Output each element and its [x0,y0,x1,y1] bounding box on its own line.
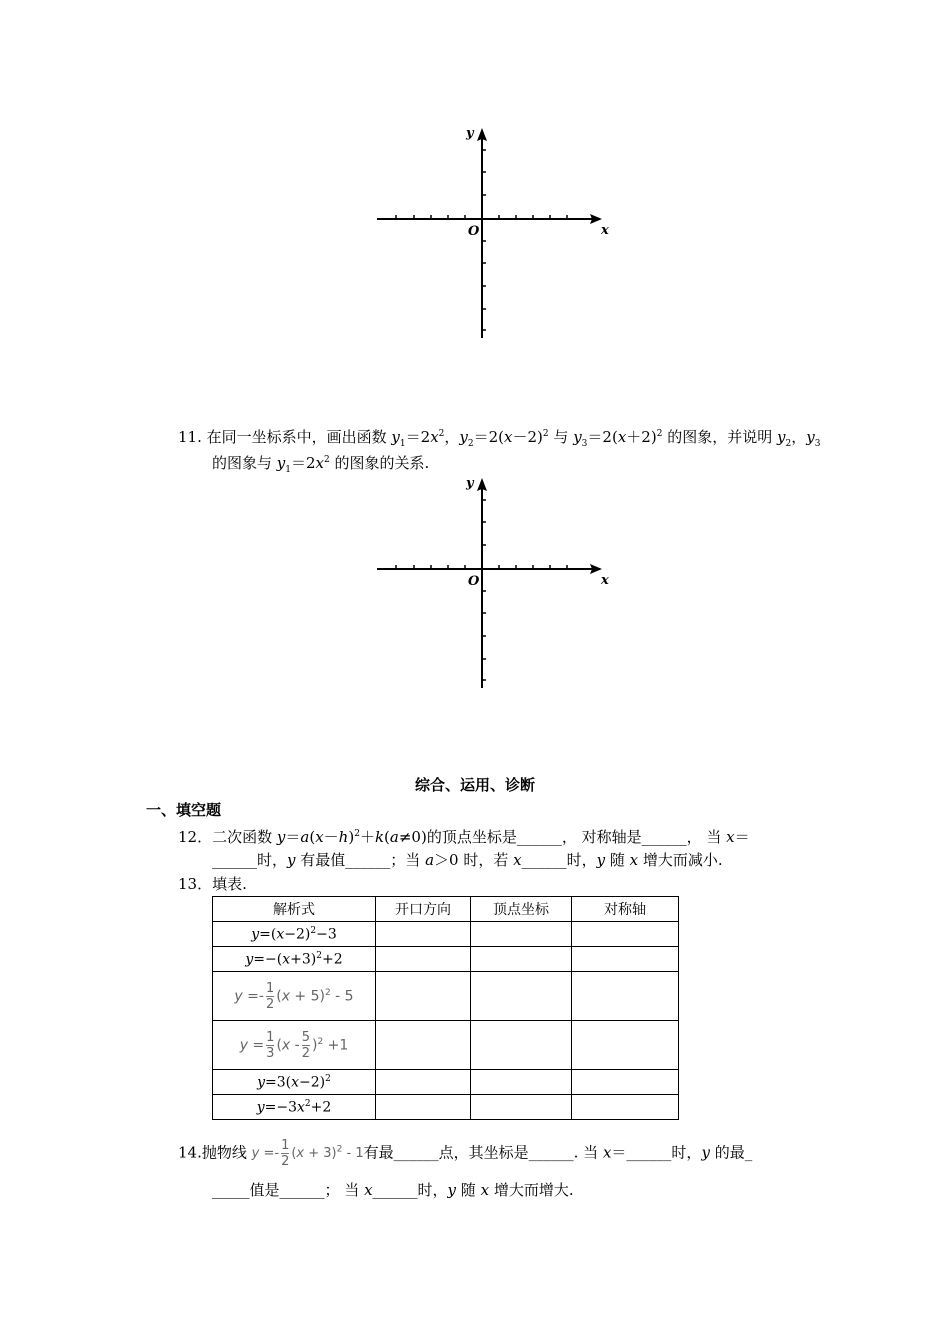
fraction: $\frac{5}{2}$ [301,1029,311,1061]
q12-line2: ______时，y 有最值______；当 a＞0 时，若 x______时，y 随 x 增大而减小. [212,851,723,869]
answer-cell[interactable] [572,1095,679,1120]
formula-cell: $y=(x-2)^2-3$ [213,922,376,947]
table-row [213,972,679,1021]
part-title: 一、填空题 [146,801,222,819]
header-vertex: 顶点坐标 [471,897,572,922]
answer-cell[interactable] [376,1095,471,1120]
coordinate-graph-2 [370,470,620,695]
q14-line2: _____值是______； 当 x______时，y 随 x 增大而增大. [212,1181,574,1199]
q11-line1: 11. 在同一坐标系中，画出函数 $y_1=2x^2$，$y_2=2(x-2)^2$ 与 $y_3=2(x+2)^2$ 的图象，并说明 $y_2$，$y_3$ [178,428,821,449]
answer-cell[interactable] [572,947,679,972]
fraction: $\frac{1}{3}$ [266,1029,275,1061]
answer-cell[interactable] [471,1095,572,1120]
answer-cell[interactable] [376,947,471,972]
header-axis: 对称轴 [572,897,679,922]
table-row [213,922,679,947]
origin-label: O [468,574,480,589]
table-row [213,1021,679,1070]
formula-cell: $y=3(x-2)^2$ [213,1070,376,1095]
table-row [213,947,679,972]
formula-cell: y =- $\frac{1}{2}$ $(x + 5)^2 - 5$ [213,972,376,1021]
answer-cell[interactable] [376,1070,471,1095]
answer-cell[interactable] [376,1021,471,1070]
fraction: $\frac{1}{2}$ [265,980,275,1012]
formula-cell: $y=-(x+3)^2+2$ [213,947,376,972]
answer-cell[interactable] [471,947,572,972]
x-axis-label: x [601,573,609,588]
answer-cell[interactable] [572,1070,679,1095]
answer-cell[interactable] [572,972,679,1021]
answer-cell[interactable] [471,972,572,1021]
q13-table [212,896,679,1120]
q13-label: 13．填表. [178,875,247,893]
y-axis-label: y [466,476,474,491]
answer-cell[interactable] [376,922,471,947]
table-row [213,1095,679,1120]
answer-cell[interactable] [471,1021,572,1070]
y-axis-label: y [466,126,474,141]
header-formula: 解析式 [213,897,376,922]
q12-line1: 12．二次函数 $y=a(x-h)^2+k(a\ne 0)$的顶点坐标是______， 对称轴是______， 当 x＝ [178,828,750,846]
answer-cell[interactable] [572,1021,679,1070]
origin-label: O [468,224,480,239]
q11-line2: 的图象与 $y_1=2x^2$ 的图象的关系. [212,454,430,475]
formula-cell: y = $\frac{1}{3}$ (x - $\frac{5}{2}$ )$^2$ +1 [213,1021,376,1070]
coordinate-graph-1 [370,120,620,345]
x-axis-label: x [601,223,609,238]
header-opening: 开口方向 [376,897,471,922]
q14-line1: 14.抛物线 y =- $\frac{1}{2}$ $(x + 3)^2 - 1$有最______点，其坐标是______. 当 x＝______时，y 的最_ [178,1138,753,1170]
answer-cell[interactable] [471,922,572,947]
answer-cell[interactable] [376,972,471,1021]
section-title: 综合、运用、诊断 [414,776,535,794]
answer-cell[interactable] [572,922,679,947]
fraction: $\frac{1}{2}$ [281,1138,290,1170]
table-row [213,1070,679,1095]
formula-cell: $y=-3x^2+2$ [213,1095,376,1120]
table-header-row [213,897,679,922]
answer-cell[interactable] [471,1070,572,1095]
